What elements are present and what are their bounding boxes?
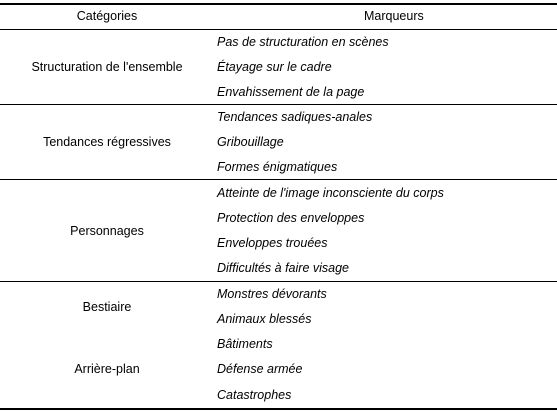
marker-item: Gribouillage — [217, 135, 284, 149]
category-arriere-plan: Arrière-plan — [74, 362, 140, 376]
marker-item: Animaux blessés — [217, 312, 312, 326]
marker-item: Catastrophes — [217, 388, 292, 402]
group-rule — [0, 179, 557, 180]
category-personnages: Personnages — [70, 224, 144, 238]
group-rule — [0, 104, 557, 105]
marker-item: Enveloppes trouées — [217, 236, 328, 250]
category-structuration: Structuration de l'ensemble — [31, 60, 183, 74]
marker-item: Formes énigmatiques — [217, 160, 338, 174]
header-rule — [0, 29, 557, 30]
header-markers: Marqueurs — [364, 9, 424, 23]
marker-item: Difficultés à faire visage — [217, 261, 350, 275]
marker-item: Protection des enveloppes — [217, 211, 365, 225]
marker-item: Tendances sadiques-anales — [217, 110, 373, 124]
category-tendances: Tendances régressives — [43, 135, 171, 149]
header-categories: Catégories — [76, 9, 138, 23]
marker-item: Défense armée — [217, 362, 303, 376]
marker-item: Atteinte de l'image inconsciente du corps — [217, 186, 444, 200]
marker-item: Étayage sur le cadre — [217, 60, 332, 74]
marker-item: Monstres dévorants — [217, 287, 327, 301]
marker-item: Envahissement de la page — [217, 85, 365, 99]
category-bestiaire: Bestiaire — [82, 300, 132, 314]
marker-item: Pas de structuration en scènes — [217, 35, 389, 49]
bottom-rule — [0, 408, 557, 410]
group-rule — [0, 281, 557, 282]
marker-item: Bâtiments — [217, 337, 273, 351]
